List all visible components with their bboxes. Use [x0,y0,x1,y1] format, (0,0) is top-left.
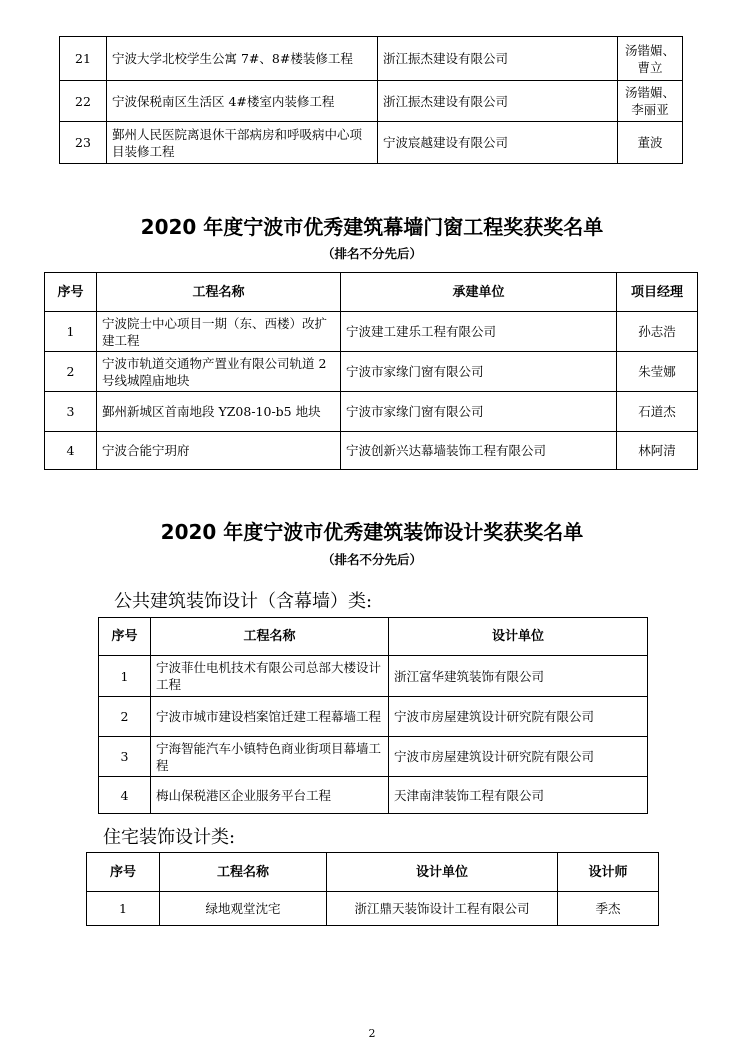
header-project-name: 工程名称 [160,853,327,892]
row-number: 2 [45,352,97,392]
section-subtitle: （排名不分先后） [321,552,422,567]
row-number: 1 [87,892,160,926]
project-name: 宁波菲仕电机技术有限公司总部大楼设计工程 [151,656,389,697]
header-project-name: 工程名称 [151,618,389,656]
header-design-unit: 设计单位 [389,618,648,656]
table-row [45,312,698,352]
project-manager: 汤锴媚、曹立 [618,37,683,81]
design-unit: 宁波市房屋建筑设计研究院有限公司 [389,697,648,737]
table-row [60,122,683,164]
table-row [60,37,683,81]
header-contractor: 承建单位 [341,273,617,312]
project-manager: 朱莹娜 [617,352,698,392]
design-unit: 天津南津装饰工程有限公司 [389,777,648,814]
table-row [99,697,648,737]
project-name: 绿地观堂沈宅 [160,892,327,926]
category-public-buildings: 公共建筑装饰设计（含幕墙）类: [114,591,373,612]
header-project-name: 工程名称 [97,273,341,312]
project-name: 宁波保税南区生活区 4#楼室内装修工程 [107,81,378,122]
project-manager: 林阿清 [617,432,698,470]
contractor: 宁波创新兴达幕墙装饰工程有限公司 [341,432,617,470]
header-design-unit: 设计单位 [327,853,558,892]
table-row [99,656,648,697]
table-header-row [45,273,698,312]
project-manager: 石道杰 [617,392,698,432]
project-manager: 汤锴媚、李丽亚 [618,81,683,122]
residential-design-award-table [86,852,659,926]
header-project-manager: 项目经理 [617,273,698,312]
header-no: 序号 [87,853,160,892]
section-title-curtain-wall: 2020 年度宁波市优秀建筑幕墙门窗工程奖获奖名单 [140,215,604,239]
project-name: 宁波大学北校学生公寓 7#、8#楼装修工程 [107,37,378,81]
table-header-row [99,618,648,656]
page-number: 2 [368,1027,376,1040]
contractor: 宁波宸越建设有限公司 [378,122,618,164]
project-name: 宁波市轨道交通物产置业有限公司轨道 2 号线城隍庙地块 [97,352,341,392]
contractor: 宁波市家缘门窗有限公司 [341,352,617,392]
public-design-award-table [98,617,648,814]
header-designer: 设计师 [558,853,659,892]
table-row [99,737,648,777]
project-name: 宁海智能汽车小镇特色商业街项目幕墙工程 [151,737,389,777]
project-name: 梅山保税港区企业服务平台工程 [151,777,389,814]
continued-table [59,36,683,164]
project-name: 宁波院士中心项目一期（东、西楼）改扩建工程 [97,312,341,352]
category-residential: 住宅装饰设计类: [103,827,236,848]
project-name: 鄞州新城区首南地段 YZ08-10-b5 地块 [97,392,341,432]
row-number: 4 [45,432,97,470]
row-number: 3 [45,392,97,432]
contractor: 浙江振杰建设有限公司 [378,37,618,81]
table-row [99,777,648,814]
contractor: 宁波市家缘门窗有限公司 [341,392,617,432]
row-number: 4 [99,777,151,814]
project-name: 宁波市城市建设档案馆迁建工程幕墙工程 [151,697,389,737]
design-unit: 浙江富华建筑装饰有限公司 [389,656,648,697]
curtain-wall-award-table [44,272,698,470]
row-number: 21 [60,37,107,81]
row-number: 1 [45,312,97,352]
contractor: 宁波建工建乐工程有限公司 [341,312,617,352]
project-name: 鄞州人民医院离退休干部病房和呼吸病中心项目装修工程 [107,122,378,164]
table-header-row [87,853,659,892]
project-manager: 孙志浩 [617,312,698,352]
row-number: 2 [99,697,151,737]
row-number: 1 [99,656,151,697]
design-unit: 宁波市房屋建筑设计研究院有限公司 [389,737,648,777]
section-title-decoration-design: 2020 年度宁波市优秀建筑装饰设计奖获奖名单 [160,520,584,544]
header-no: 序号 [99,618,151,656]
contractor: 浙江振杰建设有限公司 [378,81,618,122]
designer: 季杰 [558,892,659,926]
design-unit: 浙江鼎天装饰设计工程有限公司 [327,892,558,926]
header-no: 序号 [45,273,97,312]
table-row [60,81,683,122]
table-row [45,352,698,392]
table-row [45,392,698,432]
section-subtitle: （排名不分先后） [321,246,422,261]
row-number: 22 [60,81,107,122]
project-manager: 董波 [618,122,683,164]
row-number: 3 [99,737,151,777]
row-number: 23 [60,122,107,164]
table-row [87,892,659,926]
table-row [45,432,698,470]
project-name: 宁波合能宁玥府 [97,432,341,470]
